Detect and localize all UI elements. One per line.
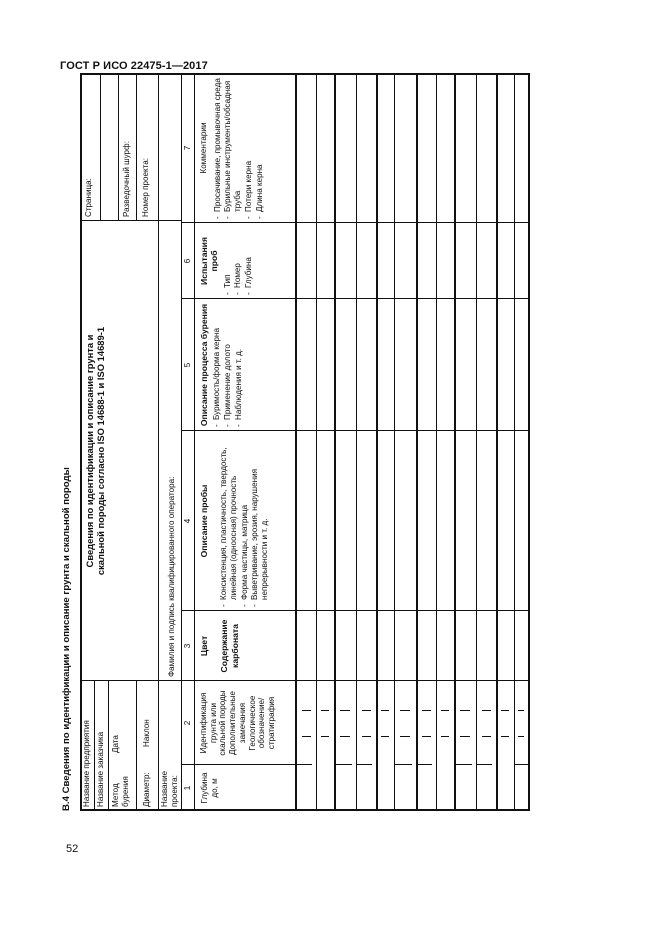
dash-mark — [340, 736, 350, 737]
column-number: 6 — [183, 258, 192, 264]
row-separator — [394, 73, 395, 811]
form-title: Сведения по идентификации и описание грунта и скальной породы согласно ISO 14688-1 и ISO 14689-1 — [84, 326, 107, 576]
colour-line: Цвет — [199, 635, 209, 657]
operator-signature-label: Фамилия и подпись квалифицированного оператора: — [167, 476, 176, 677]
stratigraphy-line: Геологическое обозначение/ стратиграфия — [247, 695, 276, 751]
sample-item: - Форма частицы, матрица — [240, 435, 250, 607]
dash-mark — [381, 710, 389, 711]
row-separator — [416, 73, 418, 811]
column-separator — [514, 764, 528, 765]
tests-item: - Глубина — [244, 227, 254, 295]
comments-title: Комментарии — [199, 122, 208, 174]
running-header: ГОСТ Р ИСО 22475-1—2017 — [60, 60, 208, 72]
sample-tests-column-header — [199, 227, 255, 295]
column-number: 2 — [183, 720, 192, 726]
column-separator — [454, 764, 472, 765]
drilling-item: - Наблюдения и т. д. — [234, 303, 244, 427]
column-number: 7 — [183, 145, 192, 151]
dash-mark — [422, 736, 431, 737]
dash-mark — [381, 736, 389, 737]
column-number: 5 — [183, 362, 192, 368]
depth-column-header: Глубина до, м — [200, 772, 219, 804]
trial-pit-label: Разведочный шурф: — [122, 141, 131, 217]
row-separator — [454, 73, 456, 811]
comments-column-header — [199, 77, 265, 219]
page-label: Страница: — [84, 178, 93, 217]
identification-column-header — [199, 685, 277, 761]
column-separator — [394, 764, 412, 765]
dash-mark — [482, 736, 491, 737]
dash-mark — [460, 710, 470, 711]
row-separator — [436, 73, 437, 811]
sample-tests-title: Испытания проб — [199, 237, 220, 285]
comments-item: - Просачивание, промывочная среда — [213, 77, 223, 219]
dash-mark — [501, 736, 509, 737]
dash-mark — [362, 710, 371, 711]
colour-column-header — [199, 615, 240, 677]
drilling-process-column-header — [199, 303, 244, 427]
column-separator — [476, 764, 492, 765]
annex-caption: В.4 Сведения по идентификации и описание грунта и скальной породы — [61, 467, 72, 811]
dash-mark — [340, 710, 350, 711]
dash-mark — [422, 710, 431, 711]
row-separator — [496, 73, 498, 811]
column-separator — [297, 298, 528, 299]
column-number: 4 — [183, 518, 192, 524]
row-separator — [316, 73, 317, 811]
column-number: 3 — [183, 643, 192, 649]
drilling-item: - Буримость/форма керна — [212, 303, 222, 427]
customer-name-label: Название заказчика — [96, 731, 105, 807]
column-number: 1 — [183, 785, 192, 791]
dash-mark — [501, 710, 509, 711]
column-separator — [297, 222, 528, 223]
comments-item: - Длина керна — [255, 77, 265, 219]
row-separator — [514, 73, 515, 811]
company-name-label: Название предприятия — [82, 720, 91, 807]
page-number: 52 — [66, 843, 79, 855]
drilling-item: - Применение долото — [223, 303, 233, 427]
column-separator — [356, 764, 372, 765]
rotated-form-page — [56, 78, 552, 857]
sample-description-column-header — [199, 435, 271, 607]
dash-mark — [400, 710, 410, 711]
dash-mark — [302, 710, 311, 711]
row-separator — [356, 73, 357, 811]
carbonate-line: Содержание карбоната — [219, 619, 240, 673]
sample-item: - Консистенция, пластичность, твердость, линейная (одноосная) прочность — [219, 435, 238, 607]
project-name-label: Название проекта: — [160, 770, 179, 807]
dash-mark — [460, 736, 470, 737]
comments-item: - Бурильные инструменты/обсадная труба — [223, 77, 242, 219]
project-number-label: Номер проекта: — [141, 157, 150, 217]
dash-mark — [518, 710, 524, 711]
dash-mark — [302, 736, 311, 737]
dash-mark — [321, 736, 329, 737]
tests-item: - Тип — [223, 227, 233, 295]
dash-mark — [400, 736, 410, 737]
drilling-process-title: Описание процесса бурения — [199, 303, 209, 427]
dash-mark — [518, 736, 524, 737]
row-separator — [476, 73, 477, 811]
column-separator — [297, 764, 312, 765]
dash-mark — [441, 736, 449, 737]
column-separator — [416, 764, 432, 765]
diameter-label: Диаметр: — [142, 772, 151, 807]
dash-mark — [362, 736, 371, 737]
tests-item: - Номер — [233, 227, 243, 295]
sample-description-title: Описание пробы — [199, 484, 209, 558]
column-separator — [297, 680, 528, 681]
date-label: Дата — [111, 735, 120, 753]
inclination-label: Наклон — [142, 719, 151, 747]
column-separator — [334, 764, 352, 765]
sample-item: - Выветривание, эрозия, нарушения непрерывности и т. д. — [250, 435, 269, 607]
additional-remarks-line: Дополнительные замечания — [228, 690, 247, 756]
identification-line: Идентификация грунта или скальной породы — [199, 690, 228, 756]
row-separator — [376, 73, 378, 811]
column-separator — [297, 430, 528, 431]
dash-mark — [441, 710, 449, 711]
column-separator — [297, 610, 528, 611]
method-label: Метод бурения — [111, 776, 130, 807]
dash-mark — [321, 710, 329, 711]
comments-item: - Потери керна — [244, 77, 254, 219]
dash-mark — [482, 710, 491, 711]
description-form-table — [80, 73, 530, 811]
row-separator — [334, 73, 336, 811]
